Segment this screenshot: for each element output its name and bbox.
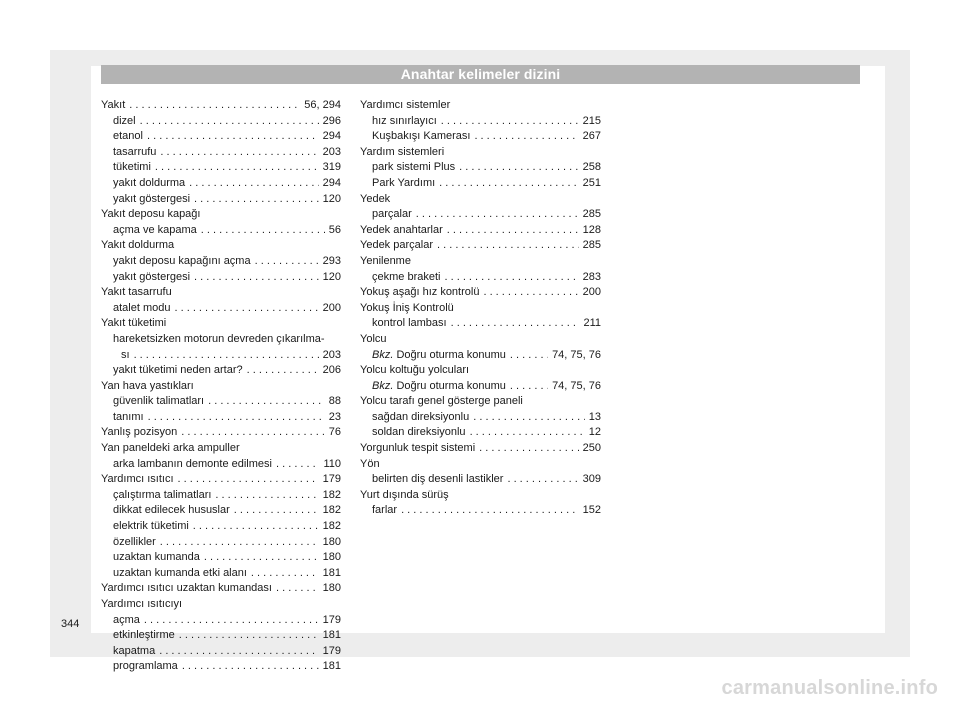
entry-label: Yorgunluk tespit sistemi [360,442,476,455]
entry-label: uzaktan kumanda [113,551,200,564]
entry-label: sı [121,348,130,361]
leader-dots [483,285,578,301]
index-heading [101,285,341,301]
index-heading [101,441,341,457]
page-reference: 12 [588,426,601,439]
entry-label: hareketsizken motorun devreden çıkarılma- [113,332,325,345]
index-entry [101,519,341,535]
index-heading [360,145,601,161]
leader-dots [160,535,319,551]
page-reference: 128 [582,223,601,236]
page-reference: 120 [322,270,341,283]
entry-label: Yardımcı ısıtıcı [101,473,174,486]
index-heading [360,254,601,270]
index-entry [101,145,341,161]
page-reference: 203 [322,145,341,158]
page-reference: 181 [322,660,341,673]
entry-label: yakıt doldurma [113,176,186,189]
reference-target: Doğru oturma konumu [396,348,506,361]
page-reference: 296 [322,114,341,127]
leader-dots [140,114,319,130]
entry-label: çalıştırma talimatları [113,488,212,501]
page-reference: 267 [582,130,601,143]
entry-label: Yardım sistemleri [360,145,445,158]
entry-label: kontrol lambası [372,317,447,330]
page-reference: 182 [322,488,341,501]
entry-label: soldan direksiyonlu [372,426,466,439]
page-reference: 309 [582,473,601,486]
index-entry [360,472,601,488]
entry-label: güvenlik talimatları [113,395,205,408]
entry-label: Yardımcı ısıtıcıyı [101,598,183,610]
entry-label: Yenilenme [360,254,411,267]
index-heading [101,207,341,223]
entry-label: Yakıt [101,99,126,111]
index-entry [101,581,341,597]
page-reference: 258 [582,161,601,174]
index-entry [101,394,341,410]
entry-label: Yakıt tasarrufu [101,286,172,299]
index-entry [360,129,601,145]
page-reference: 23 [328,410,341,423]
leader-dots [194,192,319,208]
entry-label: Yokuş İniş Kontrolü [360,301,454,314]
leader-dots [193,519,319,535]
leader-dots [160,145,318,161]
entry-label: Yön [360,457,380,470]
index-heading [101,316,341,332]
page-reference: 180 [322,582,341,595]
index-entry [101,363,341,379]
entry-label: tanımı [113,410,144,423]
index-entry [101,628,341,644]
index-entry [101,160,341,176]
entry-label [372,379,506,395]
leader-dots [129,98,300,114]
leader-dots [234,503,319,519]
entry-label: belirten diş desenli lastikler [372,473,504,486]
index-heading [360,301,601,317]
page-reference: 180 [322,551,341,564]
entry-label: arka lambanın demonte edilmesi [113,457,272,470]
entry-label: park sistemi Plus [372,161,456,174]
leader-dots [447,223,579,239]
page-reference: 179 [322,473,341,486]
index-heading [360,98,601,114]
leader-dots [401,503,579,519]
index-entry [101,535,341,551]
leader-dots [437,238,579,254]
leader-dots [144,613,319,629]
page-reference: 180 [322,535,341,548]
page-reference: 88 [328,395,341,408]
entry-label: yakıt göstergesi [113,192,191,205]
index-entry [360,285,601,301]
entry-label: yakıt tüketimi neden artar? [113,364,243,377]
page-reference: 200 [322,301,341,314]
index-heading [101,379,341,395]
leader-dots [470,425,585,441]
page-reference: 206 [322,364,341,377]
index-entry [101,457,341,473]
index-column-left [101,98,341,675]
entry-label: yakıt göstergesi [113,270,191,283]
page-reference: 181 [322,629,341,642]
entry-label: Yolcu [360,332,387,345]
leader-dots [474,129,578,145]
page-reference: 285 [582,208,601,221]
index-entry [101,550,341,566]
index-heading [101,597,341,613]
leader-dots [479,441,578,457]
leader-dots [251,566,319,582]
leader-dots [507,472,578,488]
index-entry [101,644,341,660]
leader-dots [189,176,318,192]
leader-dots [451,316,580,332]
entry-label: Yan hava yastıkları [101,379,194,392]
index-entry [101,98,341,114]
index-entry [360,410,601,426]
entry-label: Yedek anahtarlar [360,223,443,236]
index-entry [360,223,601,239]
index-heading [360,332,601,348]
index-entry [360,176,601,192]
index-entry [101,503,341,519]
entry-label: Park Yardımı [372,176,436,189]
page-reference: 56 [328,223,341,236]
entry-label: Yardımcı ısıtıcı uzaktan kumandası [101,582,272,595]
index-entry [360,316,601,332]
leader-dots [247,363,319,379]
index-entry [101,301,341,317]
entry-label: hız sınırlayıcı [372,114,437,127]
page-reference: 294 [322,176,341,189]
leader-dots [174,301,318,317]
page-reference: 110 [323,457,341,470]
page-reference: 215 [582,114,601,127]
leader-dots [155,160,319,176]
index-entry [101,192,341,208]
page-reference: 203 [322,348,341,361]
leader-dots [201,223,325,239]
leader-dots [510,348,548,364]
index-entry [360,425,601,441]
entry-label: Yedek [360,192,391,205]
index-heading [360,363,601,379]
entry-label: Yardımcı sistemler [360,99,451,111]
leader-dots [181,425,325,441]
page-reference: 179 [322,644,341,657]
entry-label: Yan paneldeki arka ampuller [101,442,240,455]
entry-label: Yolcu tarafı genel gösterge paneli [360,395,523,408]
index-entry [101,223,341,239]
index-heading [360,488,601,504]
index-entry [360,238,601,254]
index-entry [360,207,601,223]
leader-dots [134,348,319,364]
page-reference: 285 [582,239,601,252]
entry-label: Yurt dışında sürüş [360,488,449,501]
entry-label: Kuşbakışı Kamerası [372,130,471,143]
entry-label: Yokuş aşağı hız kontrolü [360,286,480,299]
index-entry [101,254,341,270]
page-reference: 74, 75, 76 [552,348,601,361]
entry-label: etkinleştirme [113,629,175,642]
page-reference: 182 [322,520,341,533]
index-heading [360,394,601,410]
index-column-right [360,98,601,519]
leader-dots [182,659,319,675]
index-entry [360,379,601,395]
entry-label: elektrik tüketimi [113,520,189,533]
entry-label: parçalar [372,208,412,221]
index-heading [101,332,341,348]
index-entry [101,114,341,130]
leader-dots [276,581,319,597]
entry-label: açma [113,613,140,626]
entry-label: tasarrufu [113,145,157,158]
see-reference: Bkz. [372,348,394,361]
see-reference: Bkz. [372,379,394,392]
page-reference: 293 [322,254,341,267]
page-reference: 294 [322,130,341,143]
index-entry [101,348,341,364]
leader-dots [473,410,585,426]
entry-label: Yolcu koltuğu yolcuları [360,364,470,377]
page-reference: 13 [588,410,601,423]
leader-dots [439,176,578,192]
leader-dots [179,628,319,644]
page-reference: 120 [322,192,341,205]
entry-label: programlama [113,660,178,673]
page-reference: 179 [322,613,341,626]
page-reference: 251 [582,176,601,189]
entry-label: Yakıt tüketimi [101,317,167,330]
leader-dots [444,270,578,286]
index-entry [360,114,601,130]
index-entry [360,270,601,286]
entry-label: açma ve kapama [113,223,197,236]
index-heading [360,192,601,208]
index-heading [101,238,341,254]
entry-label: Yedek parçalar [360,239,433,252]
entry-label: kapatma [113,644,156,657]
page-reference: 182 [322,504,341,517]
entry-label: dikkat edilecek hususlar [113,504,230,517]
entry-label: çekme braketi [372,270,441,283]
index-entry [360,160,601,176]
leader-dots [194,270,319,286]
page-reference: 181 [322,566,341,579]
leader-dots [147,129,319,145]
entry-label: Yakıt doldurma [101,239,175,252]
entry-label: farlar [372,504,398,517]
leader-dots [178,472,319,488]
entry-label: tüketimi [113,161,151,174]
leader-dots [510,379,548,395]
leader-dots [148,410,325,426]
index-entry [101,488,341,504]
entry-label: yakıt deposu kapağını açma [113,254,251,267]
leader-dots [215,488,318,504]
leader-dots [204,550,319,566]
index-entry [101,176,341,192]
index-entry [101,410,341,426]
page-reference: 283 [582,270,601,283]
page-reference: 250 [582,442,601,455]
reference-target: Doğru oturma konumu [396,379,506,392]
index-entry [101,270,341,286]
leader-dots [459,160,579,176]
watermark: carmanualsonline.info [721,677,938,699]
entry-label: etanol [113,130,143,143]
index-entry [101,425,341,441]
leader-dots [441,114,579,130]
leader-dots [276,457,319,473]
page-reference: 211 [583,317,601,330]
page-reference: 56, 294 [304,99,341,111]
page-reference: 319 [322,161,341,174]
page-reference: 152 [582,504,601,517]
index-entry [360,503,601,519]
entry-label: dizel [113,114,136,127]
leader-dots [416,207,579,223]
page-reference: 200 [582,286,601,299]
entry-label: özellikler [113,535,156,548]
index-entry [101,659,341,675]
leader-dots [159,644,318,660]
page-number: 344 [61,618,80,630]
entry-label: atalet modu [113,301,171,314]
page-reference: 74, 75, 76 [552,379,601,392]
page-reference: 76 [328,426,341,439]
index-entry [101,566,341,582]
entry-label: uzaktan kumanda etki alanı [113,566,247,579]
entry-label: sağdan direksiyonlu [372,410,470,423]
leader-dots [208,394,325,410]
index-entry [101,613,341,629]
entry-label: Yanlış pozisyon [101,426,178,439]
entry-label [372,348,506,364]
index-entry [101,129,341,145]
section-header: Anahtar kelimeler dizini [101,65,860,84]
entry-label: Yakıt deposu kapağı [101,208,201,221]
index-entry [101,472,341,488]
index-entry [360,441,601,457]
index-heading [360,457,601,473]
index-entry [360,348,601,364]
leader-dots [255,254,319,270]
